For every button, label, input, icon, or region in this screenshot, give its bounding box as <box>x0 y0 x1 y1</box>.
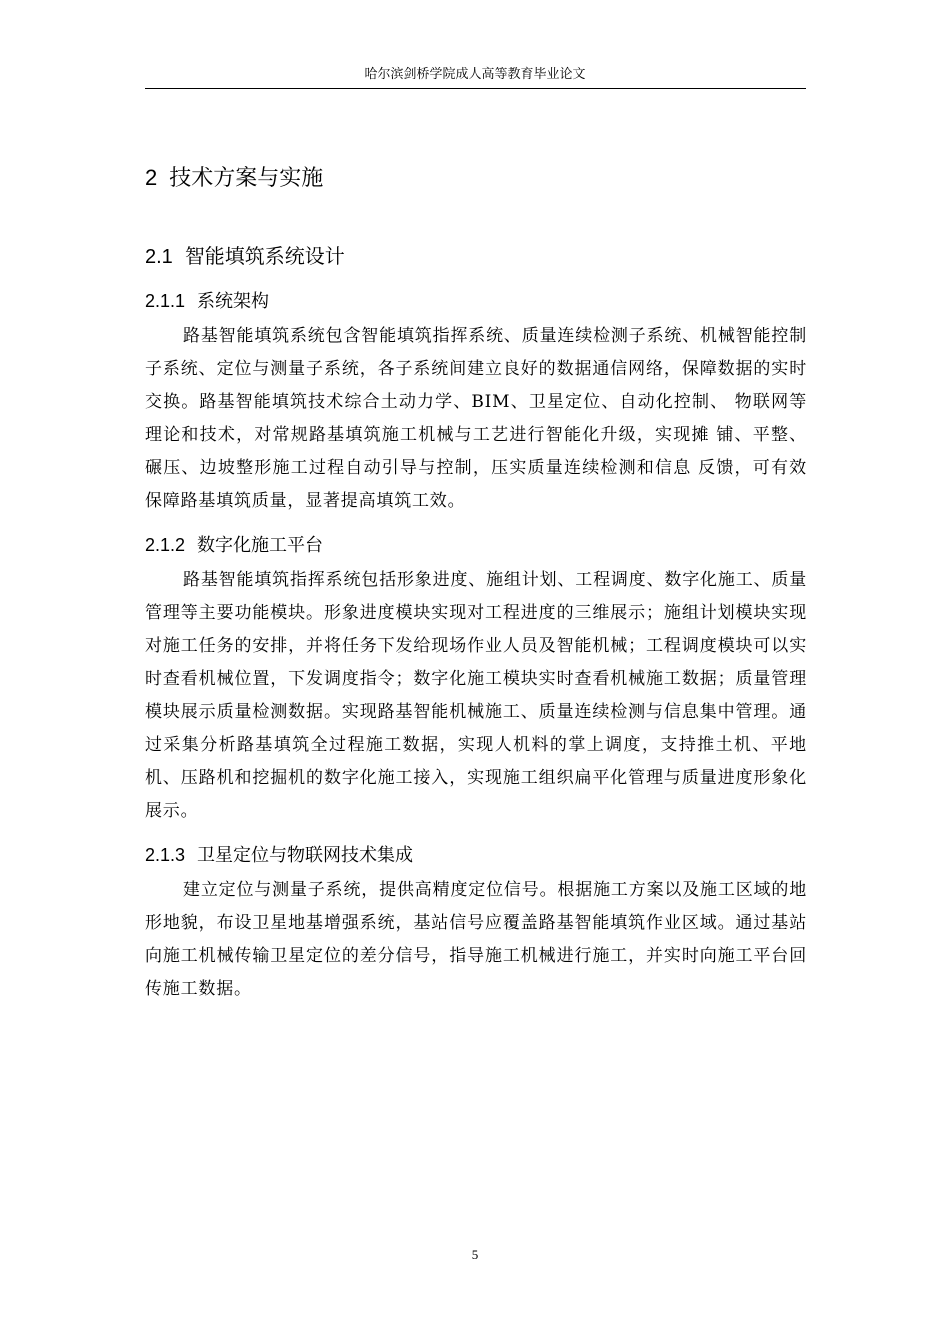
body-paragraph: 路基智能填筑系统包含智能填筑指挥系统、质量连续检测子系统、机械智能控制子系统、定位与测量子系统，各子系统间建立良好的数据通信网络，保障数据的实时交换。路基智能填筑技术综合土动力学、BIM、卫星定位、自动化控制、 物联网等理论和技术，对常规路基填筑施工机械与工艺进行智能化升级，实现摊 铺、平整、碾压、边坡整形施工过程自动引导与控制，压实质量连续检测和信息 反馈，可有效保障路基填筑质量，显著提高填筑工效。 <box>145 326 807 511</box>
section-number: 2.1 <box>145 246 173 268</box>
chapter-number: 2 <box>145 165 158 190</box>
subsection-heading <box>145 840 807 871</box>
section-title: 智能填筑系统设计 <box>184 244 345 268</box>
subsection-title: 系统架构 <box>197 291 270 312</box>
subsection-heading <box>145 530 807 561</box>
chapter-title: 技术方案与实施 <box>169 166 324 191</box>
chapter-heading <box>145 158 807 199</box>
section-heading <box>145 239 807 274</box>
subsection-number: 2.1.2 <box>145 535 186 555</box>
subsection-number: 2.1.3 <box>145 845 186 865</box>
subsection-title: 数字化施工平台 <box>197 535 324 556</box>
body-paragraph: 路基智能填筑指挥系统包括形象进度、施组计划、工程调度、数字化施工、质量管理等主要功能模块。形象进度模块实现对工程进度的三维展示；施组计划模块实现对施工任务的安排，并将任务下发给现场作业人员及智能机械；工程调度模块可以实时查看机械位置，下发调度指令；数字化施工模块实时查看机械施工数据；质量管理模块展示质量检测数据。实现路基智能机械施工、质量连续检测与信息集中管理。通过采集分析路基填筑全过程施工数据，实现人机料的掌上调度，支持推土机、平地机、压路机和挖掘机的数字化施工接入，实现施工组织扁平化管理与质量进度形象化展示。 <box>145 570 807 821</box>
subsection-number: 2.1.1 <box>145 291 186 311</box>
body-paragraph: 建立定位与测量子系统，提供高精度定位信号。根据施工方案以及施工区域的地形地貌，布设卫星地基增强系统，基站信号应覆盖路基智能填筑作业区域。通过基站向施工机械传输卫星定位的差分信号，指导施工机械进行施工，并实时向施工平台回传施工数据。 <box>145 880 807 999</box>
page-number: 5 <box>471 1247 479 1262</box>
page-body <box>145 158 807 1006</box>
header-divider <box>145 88 806 89</box>
subsection-title: 卫星定位与物联网技术集成 <box>197 845 414 866</box>
running-header: 哈尔滨剑桥学院成人高等教育毕业论文 <box>364 67 586 82</box>
subsection-heading <box>145 286 807 317</box>
